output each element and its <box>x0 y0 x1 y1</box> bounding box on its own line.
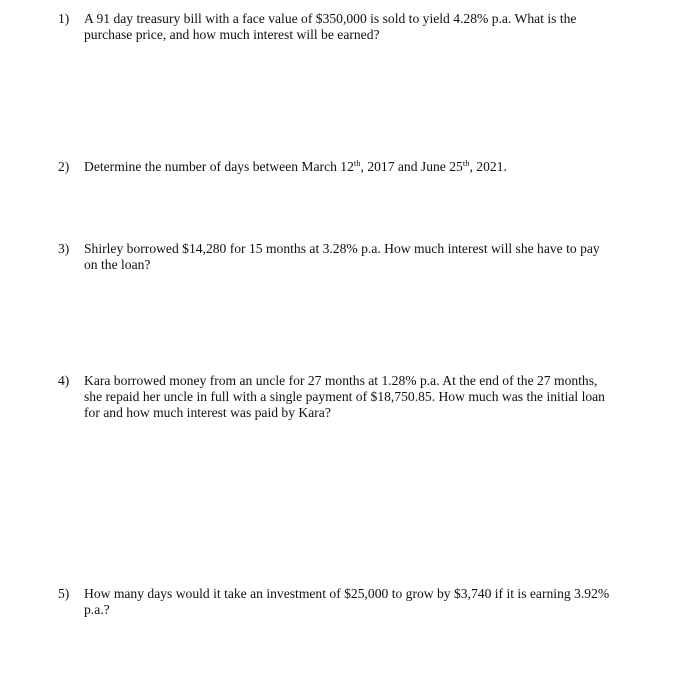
question-line: Shirley borrowed $14,280 for 15 months at 3.28% p.a. How much interest will she have to pay <box>84 241 600 256</box>
question-line: she repaid her uncle in full with a single payment of $18,750.85. How much was the initial loan <box>84 389 605 404</box>
question-number: 5) <box>58 586 70 601</box>
question-2 <box>58 159 648 175</box>
text-segment: , 2021. <box>469 159 507 174</box>
question-text <box>84 11 648 43</box>
text-segment: Determine the number of days between March 12 <box>84 159 354 174</box>
question-4 <box>58 373 648 421</box>
question-1 <box>58 11 648 43</box>
question-line: for and how much interest was paid by Kara? <box>84 405 331 420</box>
question-line: p.a.? <box>84 602 110 617</box>
question-text <box>84 586 648 618</box>
question-number: 1) <box>58 11 70 26</box>
question-text <box>84 373 648 421</box>
question-line: Kara borrowed money from an uncle for 27 months at 1.28% p.a. At the end of the 27 months, <box>84 373 598 388</box>
question-number: 4) <box>58 373 70 388</box>
question-text <box>84 241 648 273</box>
text-segment: , 2017 and June 25 <box>360 159 463 174</box>
question-number: 3) <box>58 241 70 256</box>
question-text <box>84 159 648 175</box>
question-number: 2) <box>58 159 70 174</box>
ordinal-suffix: th <box>462 158 470 168</box>
question-line: A 91 day treasury bill with a face value of $350,000 is sold to yield 4.28% p.a. What is the <box>84 11 577 26</box>
ordinal-suffix: th <box>353 158 361 168</box>
question-line: purchase price, and how much interest will be earned? <box>84 27 380 42</box>
question-line: on the loan? <box>84 257 151 272</box>
question-5 <box>58 586 648 618</box>
question-3 <box>58 241 648 273</box>
question-line: How many days would it take an investment of $25,000 to grow by $3,740 if it is earning 3.92% <box>84 586 610 601</box>
question-line <box>84 159 648 175</box>
